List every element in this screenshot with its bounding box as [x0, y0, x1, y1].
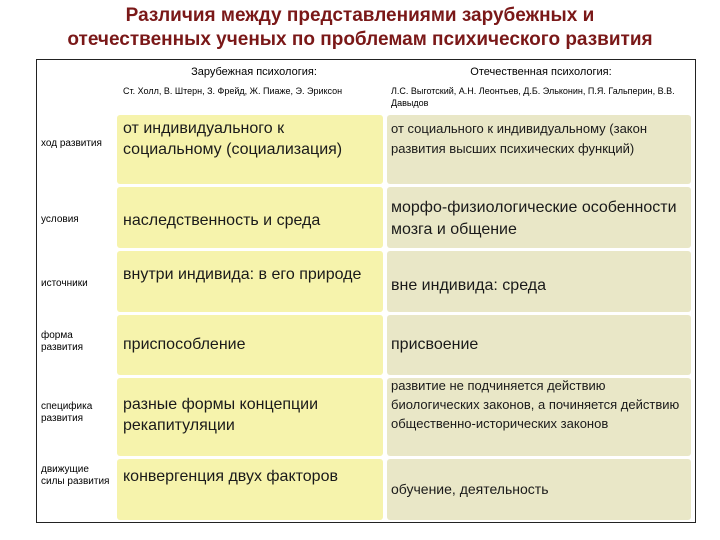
domestic-text: развитие не подчиняется действию биологических законов, а починяется действию общественно-исторических законов — [391, 378, 680, 431]
table-header — [37, 60, 695, 113]
foreign-text: наследственность и среда — [123, 212, 321, 229]
domestic-text: обучение, деятельность — [391, 481, 549, 497]
domestic-text: вне индивида: среда — [391, 277, 546, 294]
row-label: форма развития — [41, 330, 84, 353]
row-label: специфика развития — [41, 401, 93, 424]
foreign-column-header: Зарубежная психология: — [191, 66, 317, 78]
foreign-scholars: Ст. Холл, В. Штерн, З. Фрейд, Ж. Пиаже, Э. Эриксон — [123, 86, 343, 96]
comparison-table — [36, 59, 696, 523]
domestic-column-header: Отечественная психология: — [470, 66, 612, 78]
row-label: источники — [41, 278, 88, 289]
title-line-2: отечественных ученых по проблемам психического развития — [67, 29, 653, 50]
foreign-text: внутри индивида: в его природе — [123, 266, 362, 283]
row-label: движущие силы развития — [41, 464, 110, 487]
row-label: условия — [41, 214, 79, 225]
domestic-text: морфо-физиологические особенности мозга и общение — [391, 199, 677, 238]
page-title — [20, 4, 700, 56]
title-line-1: Различия между представлениями зарубежных и — [125, 5, 595, 26]
row-label: ход развития — [41, 138, 102, 149]
foreign-text: от индивидуального к социальному (социализация) — [123, 120, 343, 158]
foreign-text: разные формы концепции рекапитуляции — [123, 396, 319, 434]
domestic-scholars: Л.С. Выготский, А.Н. Леонтьев, Д.Б. Эльконин, П.Я. Гальперин, В.В. Давыдов — [391, 86, 675, 108]
foreign-text: конвергенция двух факторов — [123, 468, 338, 485]
domestic-text: от социального к индивидуальному (закон развития высших психических функций) — [391, 121, 648, 156]
domestic-text: присвоение — [391, 336, 479, 353]
foreign-text: приспособление — [123, 336, 246, 353]
